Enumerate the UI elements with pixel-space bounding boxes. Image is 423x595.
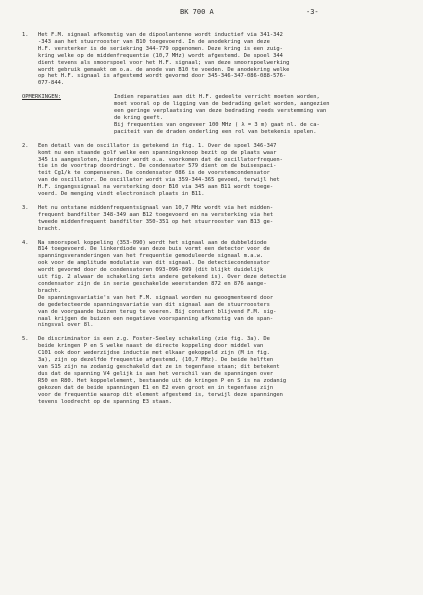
text-line: voerd. De menging vindt electronisch plaats in B11. <box>38 191 205 198</box>
paragraph-text <box>38 143 408 198</box>
text-line: condensator zijn de in serie geschakelde weerstanden 872 en 876 aange- <box>38 281 267 287</box>
remarks-block <box>22 94 408 135</box>
text-line: frequent bandfilter 348-349 aan B12 toegevoerd en na versterking via het <box>38 211 274 218</box>
paragraph-number: 1. <box>22 32 29 38</box>
text-line: uit fig. 2 alwaar de schakeling iets andere getekend is). Over deze detectie <box>38 274 287 281</box>
text-line: van S15 zijn na zodanig geschakeld dat ze in tegenfase staan; dit betekent <box>38 363 280 370</box>
text-line: de kring geeft. <box>114 114 163 121</box>
document-title: BK 700 A <box>180 8 214 16</box>
paragraph-number: 4. <box>22 239 29 246</box>
text-line: komt nu een staande golf welke een spanningsknoop bezit op de plaats waar <box>38 149 277 156</box>
text-line: gekozen dat de beide spanningen E1 en E2 even groot en in tegenfase zijn <box>38 384 274 391</box>
text-line: C101 ook door wederzijdse inductie met elkaar gekoppeld zijn (M in fig. <box>38 350 270 357</box>
text-line: op het H.F. signaal is afgestemd wordt gevormd door 345-346-347-086-088-576- <box>38 73 287 80</box>
text-line: spanningsveranderingen van het frequentie gemoduleerde signaal m.a.w. <box>38 253 264 260</box>
text-line: 3a), zijn op dezelfde frequentie afgestemd, (10,7 MHz). De beide helften <box>38 357 274 364</box>
text-line: Indien reparaties aan dit H.F. gedeelte verricht moeten worden, <box>114 94 320 101</box>
text-line: bracht. <box>38 287 61 294</box>
text-line: H.F. versterker is de seriekring 344-779 opgenomen. Deze kring is een zuig- <box>38 45 283 52</box>
text-line: Het nu ontstane middenfrequentsignaal van 10,7 MHz wordt via het midden- <box>38 204 274 211</box>
paragraph-number: 5. <box>22 336 29 343</box>
paragraph-3 <box>22 205 408 233</box>
document-body <box>22 32 408 412</box>
text-line: van de voorgaande buizen terug te voeren. Bij constant blijvend F.M. sig- <box>38 308 277 315</box>
text-line: wordt gebruik gemaakt om o.a. de anode van B10 te voeden. De anodekring welke <box>38 66 290 73</box>
paragraph-text <box>38 240 408 330</box>
text-line: tevens loodrecht op de spanning E3 staan. <box>38 398 172 405</box>
text-line: -343 aan het stuurrooster van B10 toegevoerd. In de anodekring van deze <box>38 38 270 45</box>
page-header <box>0 8 423 20</box>
text-line: ningsval over 8l. <box>38 322 94 329</box>
page-number: -3- <box>306 8 319 16</box>
text-line: H.F. ingangssignaal na versterking door B10 via 345 aan B11 wordt toege- <box>38 184 274 191</box>
paragraph-2 <box>22 143 408 198</box>
text-line: Na smoorspoel koppeling (353-090) wordt het signaal aan de dubbeldiode <box>38 239 267 246</box>
text-line: de gedetecteerde spanningsvariatie van dit signaal aan de stuurroosters <box>38 301 270 308</box>
paragraph-5 <box>22 336 408 405</box>
text-line: dient tevens als smoorspoel voor het H.F. signaal; van deze smoorspoelwerking <box>38 59 290 66</box>
text-line: kring welke op de middenfrequentie (10,7 MHz) wordt afgestemd. De spoel 344 <box>38 52 283 59</box>
paragraph-number: 3. <box>22 204 29 211</box>
text-line: een geringe verplaatsing van deze bedrading reeds verstemming van <box>114 108 327 115</box>
remarks-text <box>114 94 408 135</box>
text-line: tweede middenfrequent bandfilter 350-351 op het stuurrooster van B13 ge- <box>38 218 274 225</box>
text-line: beide kringen P en S welke naast de directe koppeling door middel van <box>38 343 264 350</box>
text-line: van de oscillator. De oscillator wordt via 359-344-365 gevoed, terwijl het <box>38 177 280 184</box>
text-line: 077-844. <box>38 80 65 87</box>
text-line: naal krijgen de buizen een negatieve voorspanning afkomstig van de span- <box>38 315 274 322</box>
text-line: Bij frequenties van ongeveer 100 MHz ( λ = 3 m) gaat nl. de ca- <box>114 121 320 128</box>
paragraph-text <box>38 205 408 233</box>
text-line: voor de frequentie waarop dit element afgestemd is, terwijl deze spanningen <box>38 391 283 398</box>
remarks-label: OPMERKINGEN: <box>22 94 61 101</box>
text-line: 345 is aangesloten, hierdoor wordt o.a. voorkomen dat de oscillatorfrequen- <box>38 156 283 163</box>
text-line: tie in de voortrap doordringt. De condensator 579 dient om de buisespaci- <box>38 163 277 170</box>
text-line: teit Cg1/k te compenseren. De condensator 086 is de voorstemcondensator <box>38 170 270 177</box>
paragraph-text <box>38 336 408 405</box>
text-line: De discriminator is een z.g. Foster-Seeley schakeling (zie fig. 3a). De <box>38 336 270 343</box>
text-line: Een detail van de oscillator is getekend in fig. 1. Over de spoel 346-347 <box>38 142 277 149</box>
text-line: R50 en R80. Het koppelelement, bestaande uit de kringen P en S is na zodanig <box>38 377 287 384</box>
text-line: bracht. <box>38 225 61 232</box>
text-line: moet vooral op de ligging van de bedrading gelet worden, aangezien <box>114 101 330 108</box>
text-line: paciteit van de draden onderling een rol van betekenis spelen. <box>114 128 317 135</box>
text-line: wordt gevormd door de condensatoren 093-096-099 (dit blijkt duidelijk <box>38 267 264 274</box>
paragraph-1 <box>22 32 408 87</box>
text-line: De spanningsvariatie's van het F.M. signaal worden nu geoogmenteerd door <box>38 294 274 301</box>
text-line: dus dat de spanning V4 gelijk is aan het verschil van de spanningen over <box>38 370 274 377</box>
text-line: ook voor de amplitude modulatie van dit signaal. De detectiecondensator <box>38 260 270 267</box>
text-line: Het F.M. signaal afkomstig van de dipoolantenne wordt inductief via 341-342 <box>38 32 283 38</box>
paragraph-text <box>38 32 408 87</box>
paragraph-4 <box>22 240 408 330</box>
text-line: B14 toegevoerd. De linkerdiode van deze buis vormt een detector voor de <box>38 246 270 253</box>
paragraph-number: 2. <box>22 142 29 149</box>
